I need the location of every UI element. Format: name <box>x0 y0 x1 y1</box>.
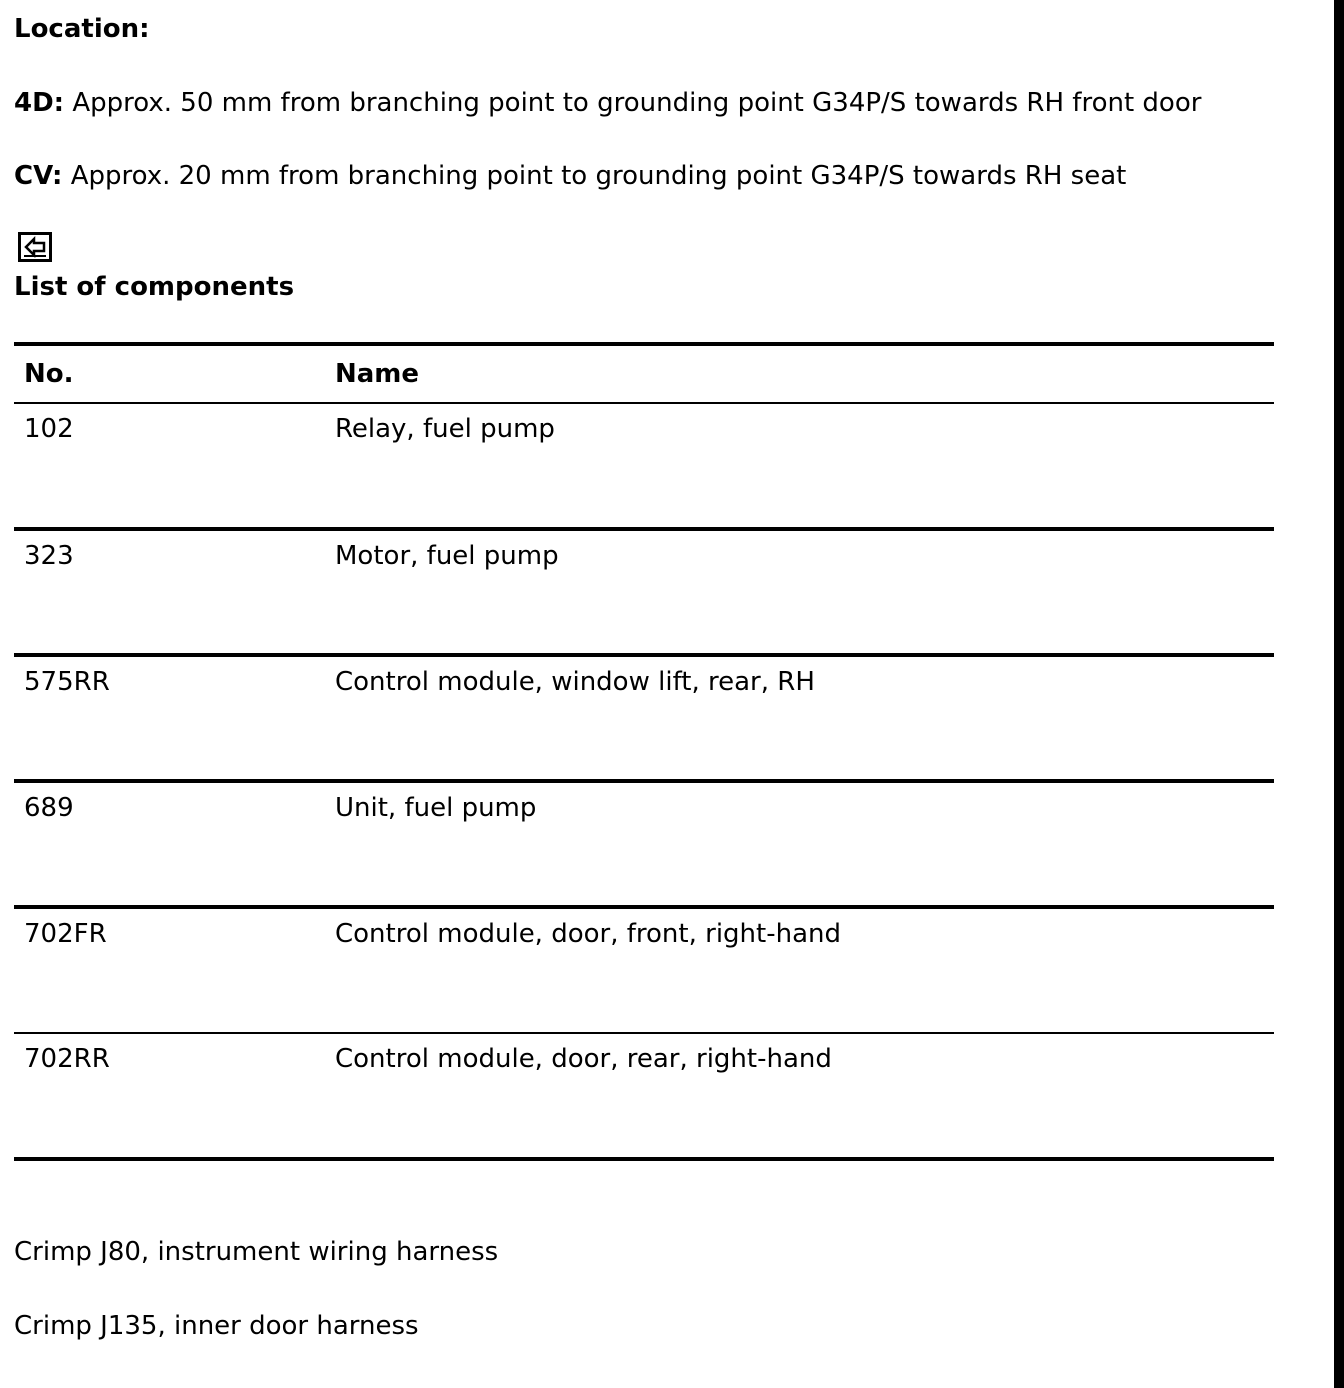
components-table <box>14 342 1274 1161</box>
components-heading: List of components <box>14 272 295 302</box>
cell-name: Unit, fuel pump <box>335 793 537 823</box>
cell-no: 702RR <box>24 1044 110 1074</box>
location-entry-text: Approx. 20 mm from branching point to grounding point G34P/S towards RH seat <box>70 161 1127 191</box>
table-row <box>14 655 1274 781</box>
cell-name: Motor, fuel pump <box>335 541 559 571</box>
cell-no: 102 <box>24 414 74 444</box>
table-row <box>14 907 1274 1033</box>
table-row <box>14 403 1274 529</box>
cell-no: 702FR <box>24 919 107 949</box>
footer-note: Crimp J135, inner door harness <box>14 1311 419 1341</box>
column-header-no: No. <box>24 359 74 389</box>
cell-name: Control module, window lift, rear, RH <box>335 667 815 697</box>
cell-name: Control module, door, front, right-hand <box>335 919 841 949</box>
table-row <box>14 1033 1274 1159</box>
back-arrow-icon[interactable] <box>18 232 52 262</box>
cell-no: 575RR <box>24 667 110 697</box>
cell-no: 689 <box>24 793 74 823</box>
location-entry-label: CV: <box>14 161 63 191</box>
right-edge-bar <box>1334 0 1344 1388</box>
table-header-row <box>14 344 1274 403</box>
location-entry-label: 4D: <box>14 88 65 118</box>
footer-note: Crimp J80, instrument wiring harness <box>14 1237 499 1267</box>
location-heading: Location: <box>14 14 150 44</box>
cell-name: Relay, fuel pump <box>335 414 555 444</box>
cell-no: 323 <box>24 541 74 571</box>
table-row <box>14 781 1274 907</box>
table-row <box>14 529 1274 655</box>
location-entry-cv <box>14 161 1126 191</box>
location-entry-text: Approx. 50 mm from branching point to grounding point G34P/S towards RH front door <box>72 88 1202 118</box>
location-entry-4d <box>14 88 1201 118</box>
cell-name: Control module, door, rear, right-hand <box>335 1044 832 1074</box>
column-header-name: Name <box>335 359 420 389</box>
components-table-wrap <box>14 342 1274 1161</box>
